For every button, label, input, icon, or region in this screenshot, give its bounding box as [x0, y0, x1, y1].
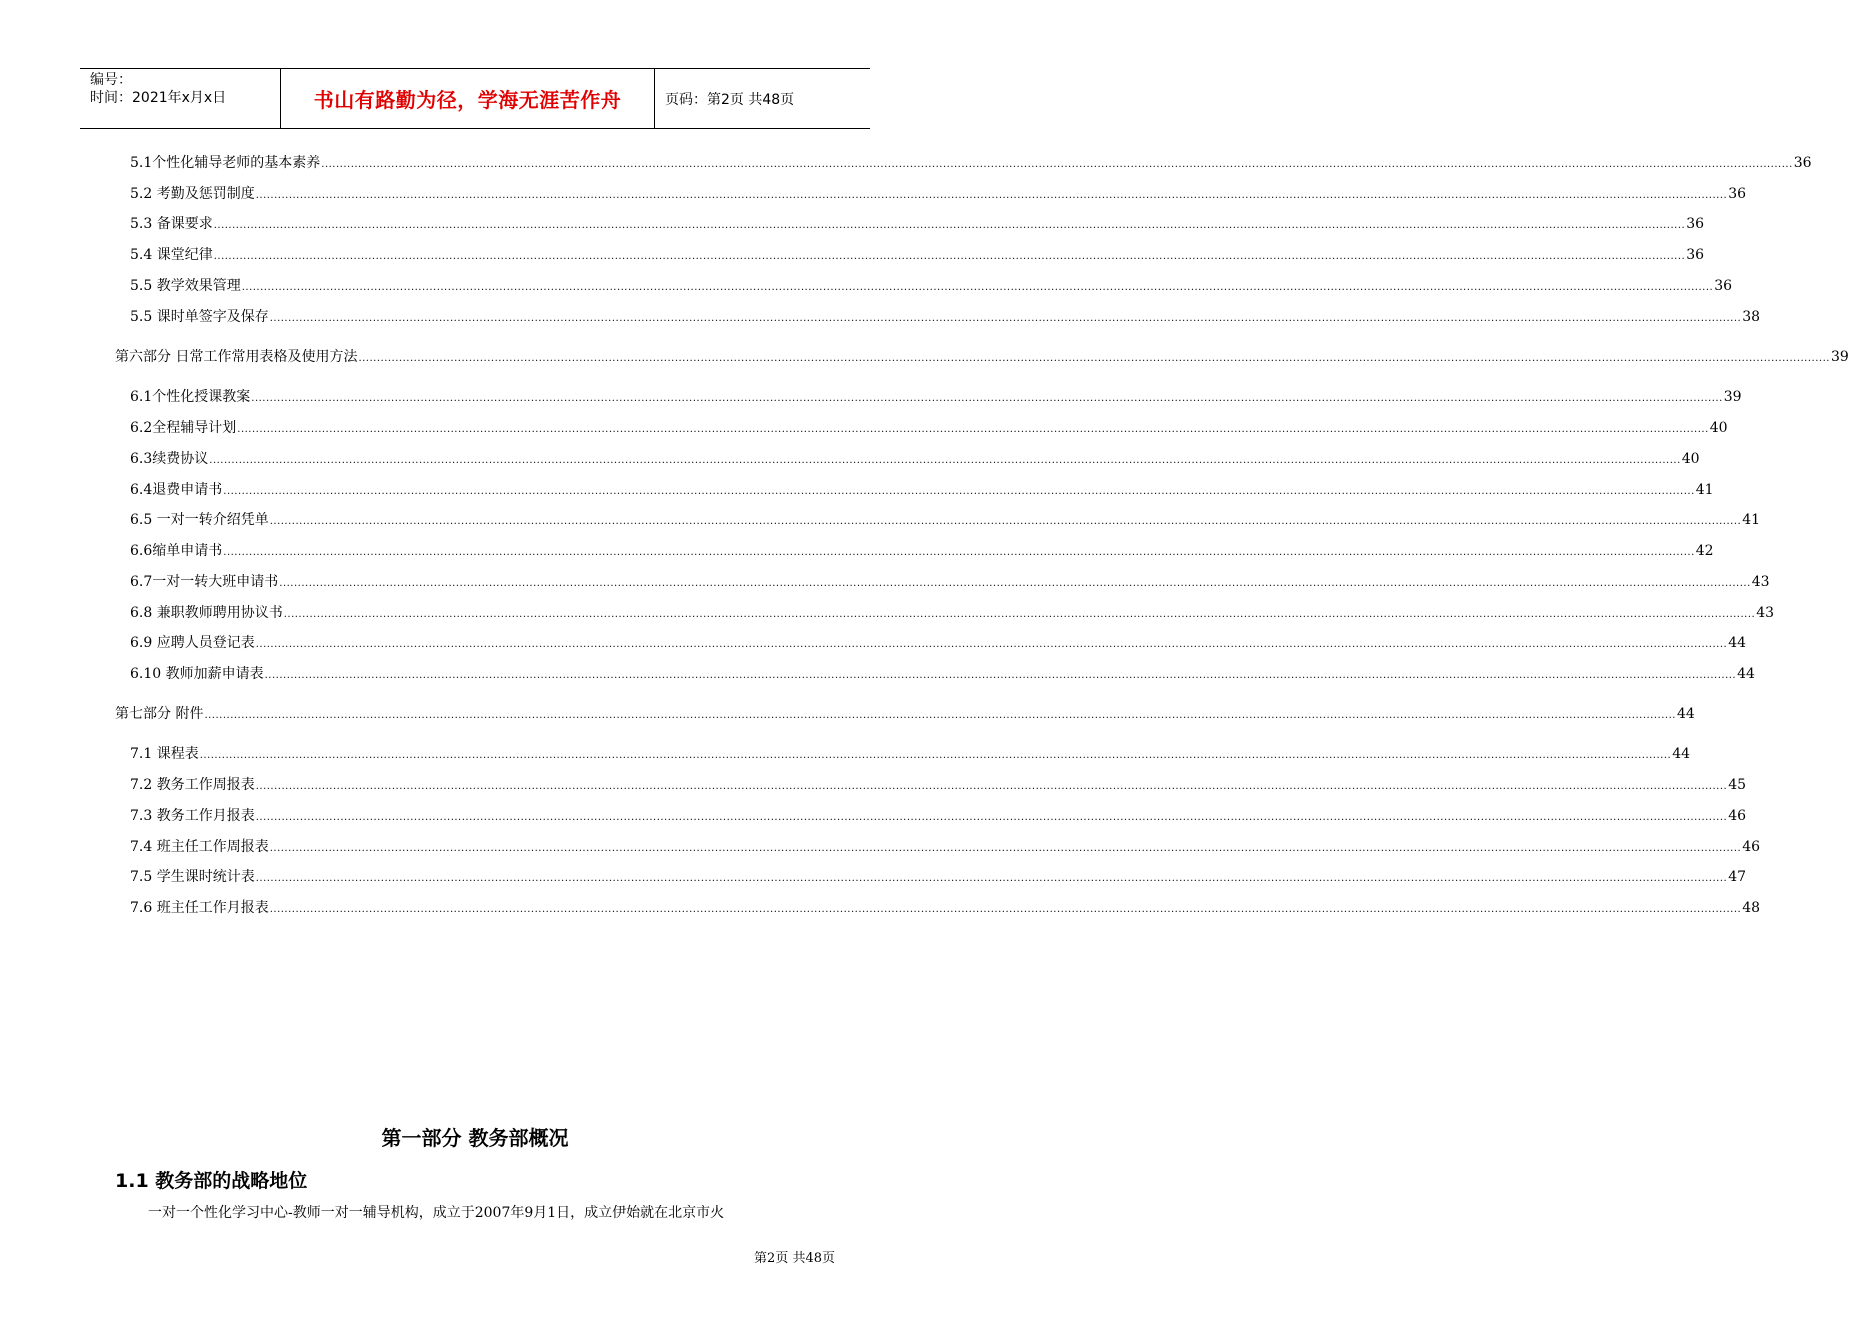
- toc-entry-page: 43: [1756, 605, 1775, 621]
- toc-entry-page: 43: [1751, 574, 1770, 590]
- toc-entry[interactable]: [130, 743, 1691, 763]
- toc-entry[interactable]: [130, 866, 1747, 886]
- toc-entry-title: 6.4退费申请书: [130, 482, 223, 498]
- toc-entry[interactable]: [115, 346, 1849, 366]
- toc-entry-page: 42: [1695, 543, 1714, 559]
- toc-entry-title: 5.5 教学效果管理: [130, 278, 241, 294]
- toc-dot-leader: ................................................................................................................................................................................................................................................................................................................................................................................................................: [264, 670, 1737, 681]
- toc-dot-leader: ................................................................................................................................................................................................................................................................................................................................................................................................................: [358, 353, 1830, 364]
- toc-entry-page: 44: [1672, 746, 1691, 762]
- toc-entry[interactable]: [130, 805, 1747, 825]
- toc-dot-leader: ................................................................................................................................................................................................................................................................................................................................................................................................................: [223, 547, 1695, 558]
- toc-entry[interactable]: [130, 836, 1761, 856]
- toc-entry-page: 41: [1695, 482, 1714, 498]
- toc-entry-title: 6.7一对一转大班申请书: [130, 574, 279, 590]
- toc-dot-leader: ................................................................................................................................................................................................................................................................................................................................................................................................................: [255, 190, 1728, 201]
- toc-entry[interactable]: [130, 632, 1747, 652]
- toc-dot-leader: ................................................................................................................................................................................................................................................................................................................................................................................................................: [255, 639, 1728, 650]
- toc-entry-page: 41: [1742, 512, 1761, 528]
- toc-entry[interactable]: [130, 774, 1747, 794]
- toc-dot-leader: ................................................................................................................................................................................................................................................................................................................................................................................................................: [255, 873, 1728, 884]
- toc-entry-title: 6.1个性化授课教案: [130, 389, 251, 405]
- toc-entry-page: 36: [1728, 186, 1747, 202]
- toc-entry-page: 45: [1728, 777, 1747, 793]
- toc-dot-leader: ................................................................................................................................................................................................................................................................................................................................................................................................................: [241, 282, 1714, 293]
- toc-entry-page: 44: [1728, 635, 1747, 651]
- toc-dot-leader: ................................................................................................................................................................................................................................................................................................................................................................................................................: [279, 578, 1751, 589]
- toc-dot-leader: ................................................................................................................................................................................................................................................................................................................................................................................................................: [269, 904, 1742, 915]
- toc-entry-page: 44: [1676, 706, 1695, 722]
- toc-entry[interactable]: [130, 509, 1761, 529]
- toc-entry[interactable]: [130, 213, 1705, 233]
- toc-entry[interactable]: [130, 571, 1770, 591]
- document-date-label: 时间：2021年x月x日: [90, 90, 227, 106]
- toc-dot-leader: ................................................................................................................................................................................................................................................................................................................................................................................................................: [255, 781, 1728, 792]
- toc-dot-leader: ................................................................................................................................................................................................................................................................................................................................................................................................................: [283, 609, 1756, 620]
- toc-dot-leader: ................................................................................................................................................................................................................................................................................................................................................................................................................: [255, 812, 1728, 823]
- toc-entry[interactable]: [115, 703, 1695, 723]
- toc-dot-leader: ................................................................................................................................................................................................................................................................................................................................................................................................................: [213, 251, 1686, 262]
- toc-entry-page: 36: [1714, 278, 1733, 294]
- toc-dot-leader: ................................................................................................................................................................................................................................................................................................................................................................................................................: [213, 220, 1686, 231]
- toc-entry[interactable]: [130, 540, 1714, 560]
- toc-entry-title: 5.5 课时单签字及保存: [130, 309, 269, 325]
- toc-entry-title: 5.1个性化辅导老师的基本素养: [130, 155, 321, 171]
- toc-entry[interactable]: [130, 275, 1733, 295]
- toc-dot-leader: ................................................................................................................................................................................................................................................................................................................................................................................................................: [199, 750, 1672, 761]
- toc-entry-title: 6.2全程辅导计划: [130, 420, 237, 436]
- toc-entry-page: 46: [1728, 808, 1747, 824]
- toc-entry-title: 7.3 教务工作月报表: [130, 808, 255, 824]
- header-left-cell: [80, 69, 281, 128]
- toc-entry-title: 第六部分 日常工作常用表格及使用方法: [115, 349, 358, 365]
- toc-entry-page: 36: [1686, 216, 1705, 232]
- toc-entry[interactable]: [130, 897, 1761, 917]
- toc-entry-title: 第七部分 附件: [115, 706, 204, 722]
- toc-entry-title: 6.5 一对一转介绍凭单: [130, 512, 269, 528]
- toc-dot-leader: ................................................................................................................................................................................................................................................................................................................................................................................................................: [237, 424, 1709, 435]
- toc-entry-title: 7.1 课程表: [130, 746, 199, 762]
- toc-entry-title: 6.6缩单申请书: [130, 543, 223, 559]
- toc-entry[interactable]: [130, 183, 1747, 203]
- body-paragraph: 一对一个性化学习中心-教师一对一辅导机构，成立于2007年9月1日，成立伊始就在北京市火: [148, 1205, 725, 1221]
- toc-dot-leader: ................................................................................................................................................................................................................................................................................................................................................................................................................: [223, 486, 1695, 497]
- toc-entry[interactable]: [130, 602, 1775, 622]
- toc-entry-title: 5.3 备课要求: [130, 216, 213, 232]
- toc-entry-title: 6.10 教师加薪申请表: [130, 666, 264, 682]
- toc-entry[interactable]: [130, 417, 1728, 437]
- toc-entry[interactable]: [130, 152, 1812, 172]
- toc-dot-leader: ................................................................................................................................................................................................................................................................................................................................................................................................................: [204, 710, 1676, 721]
- toc-entry[interactable]: [130, 663, 1755, 683]
- toc-entry-page: 40: [1709, 420, 1728, 436]
- toc-entry-title: 6.9 应聘人员登记表: [130, 635, 255, 651]
- toc-entry[interactable]: [130, 306, 1761, 326]
- toc-entry-title: 5.4 课堂纪律: [130, 247, 213, 263]
- header-motto: 书山有路勤为径，学海无涯苦作舟: [281, 69, 655, 128]
- toc-dot-leader: ................................................................................................................................................................................................................................................................................................................................................................................................................: [251, 393, 1723, 404]
- section-title: 1.1 教务部的战略地位: [115, 1170, 308, 1192]
- toc-dot-leader: ................................................................................................................................................................................................................................................................................................................................................................................................................: [269, 843, 1742, 854]
- toc-entry-title: 7.5 学生课时统计表: [130, 869, 255, 885]
- toc-entry-page: 48: [1742, 900, 1761, 916]
- toc-entry-page: 36: [1793, 155, 1812, 171]
- toc-entry-title: 7.4 班主任工作周报表: [130, 839, 269, 855]
- toc-entry-title: 7.2 教务工作周报表: [130, 777, 255, 793]
- toc-entry-page: 38: [1742, 309, 1761, 325]
- toc-entry-page: 46: [1742, 839, 1761, 855]
- toc-dot-leader: ................................................................................................................................................................................................................................................................................................................................................................................................................: [209, 455, 1681, 466]
- toc-entry[interactable]: [130, 386, 1742, 406]
- toc-entry-title: 7.6 班主任工作月报表: [130, 900, 269, 916]
- header-page-label: 页码：第2页 共48页: [665, 91, 795, 108]
- toc-entry-page: 39: [1723, 389, 1742, 405]
- toc-entry-title: 6.3续费协议: [130, 451, 209, 467]
- toc-entry-page: 39: [1830, 349, 1849, 365]
- document-number-label: 编号：: [90, 72, 132, 88]
- page-header: [80, 68, 870, 129]
- toc-entry[interactable]: [130, 244, 1705, 264]
- part-title: 第一部分 教务部概况: [381, 1126, 569, 1150]
- toc-dot-leader: ................................................................................................................................................................................................................................................................................................................................................................................................................: [269, 516, 1742, 527]
- toc-entry-page: 40: [1681, 451, 1700, 467]
- toc-entry-title: 5.2 考勤及惩罚制度: [130, 186, 255, 202]
- toc-entry[interactable]: [130, 448, 1700, 468]
- toc-entry-page: 44: [1737, 666, 1755, 682]
- toc-dot-leader: ................................................................................................................................................................................................................................................................................................................................................................................................................: [269, 313, 1742, 324]
- toc-entry[interactable]: [130, 479, 1714, 499]
- toc-entry-page: 47: [1728, 869, 1747, 885]
- toc-entry-title: 6.8 兼职教师聘用协议书: [130, 605, 283, 621]
- toc-dot-leader: ................................................................................................................................................................................................................................................................................................................................................................................................................: [321, 159, 1793, 170]
- page-footer: 第2页 共48页: [754, 1251, 835, 1266]
- toc-entry-page: 36: [1686, 247, 1705, 263]
